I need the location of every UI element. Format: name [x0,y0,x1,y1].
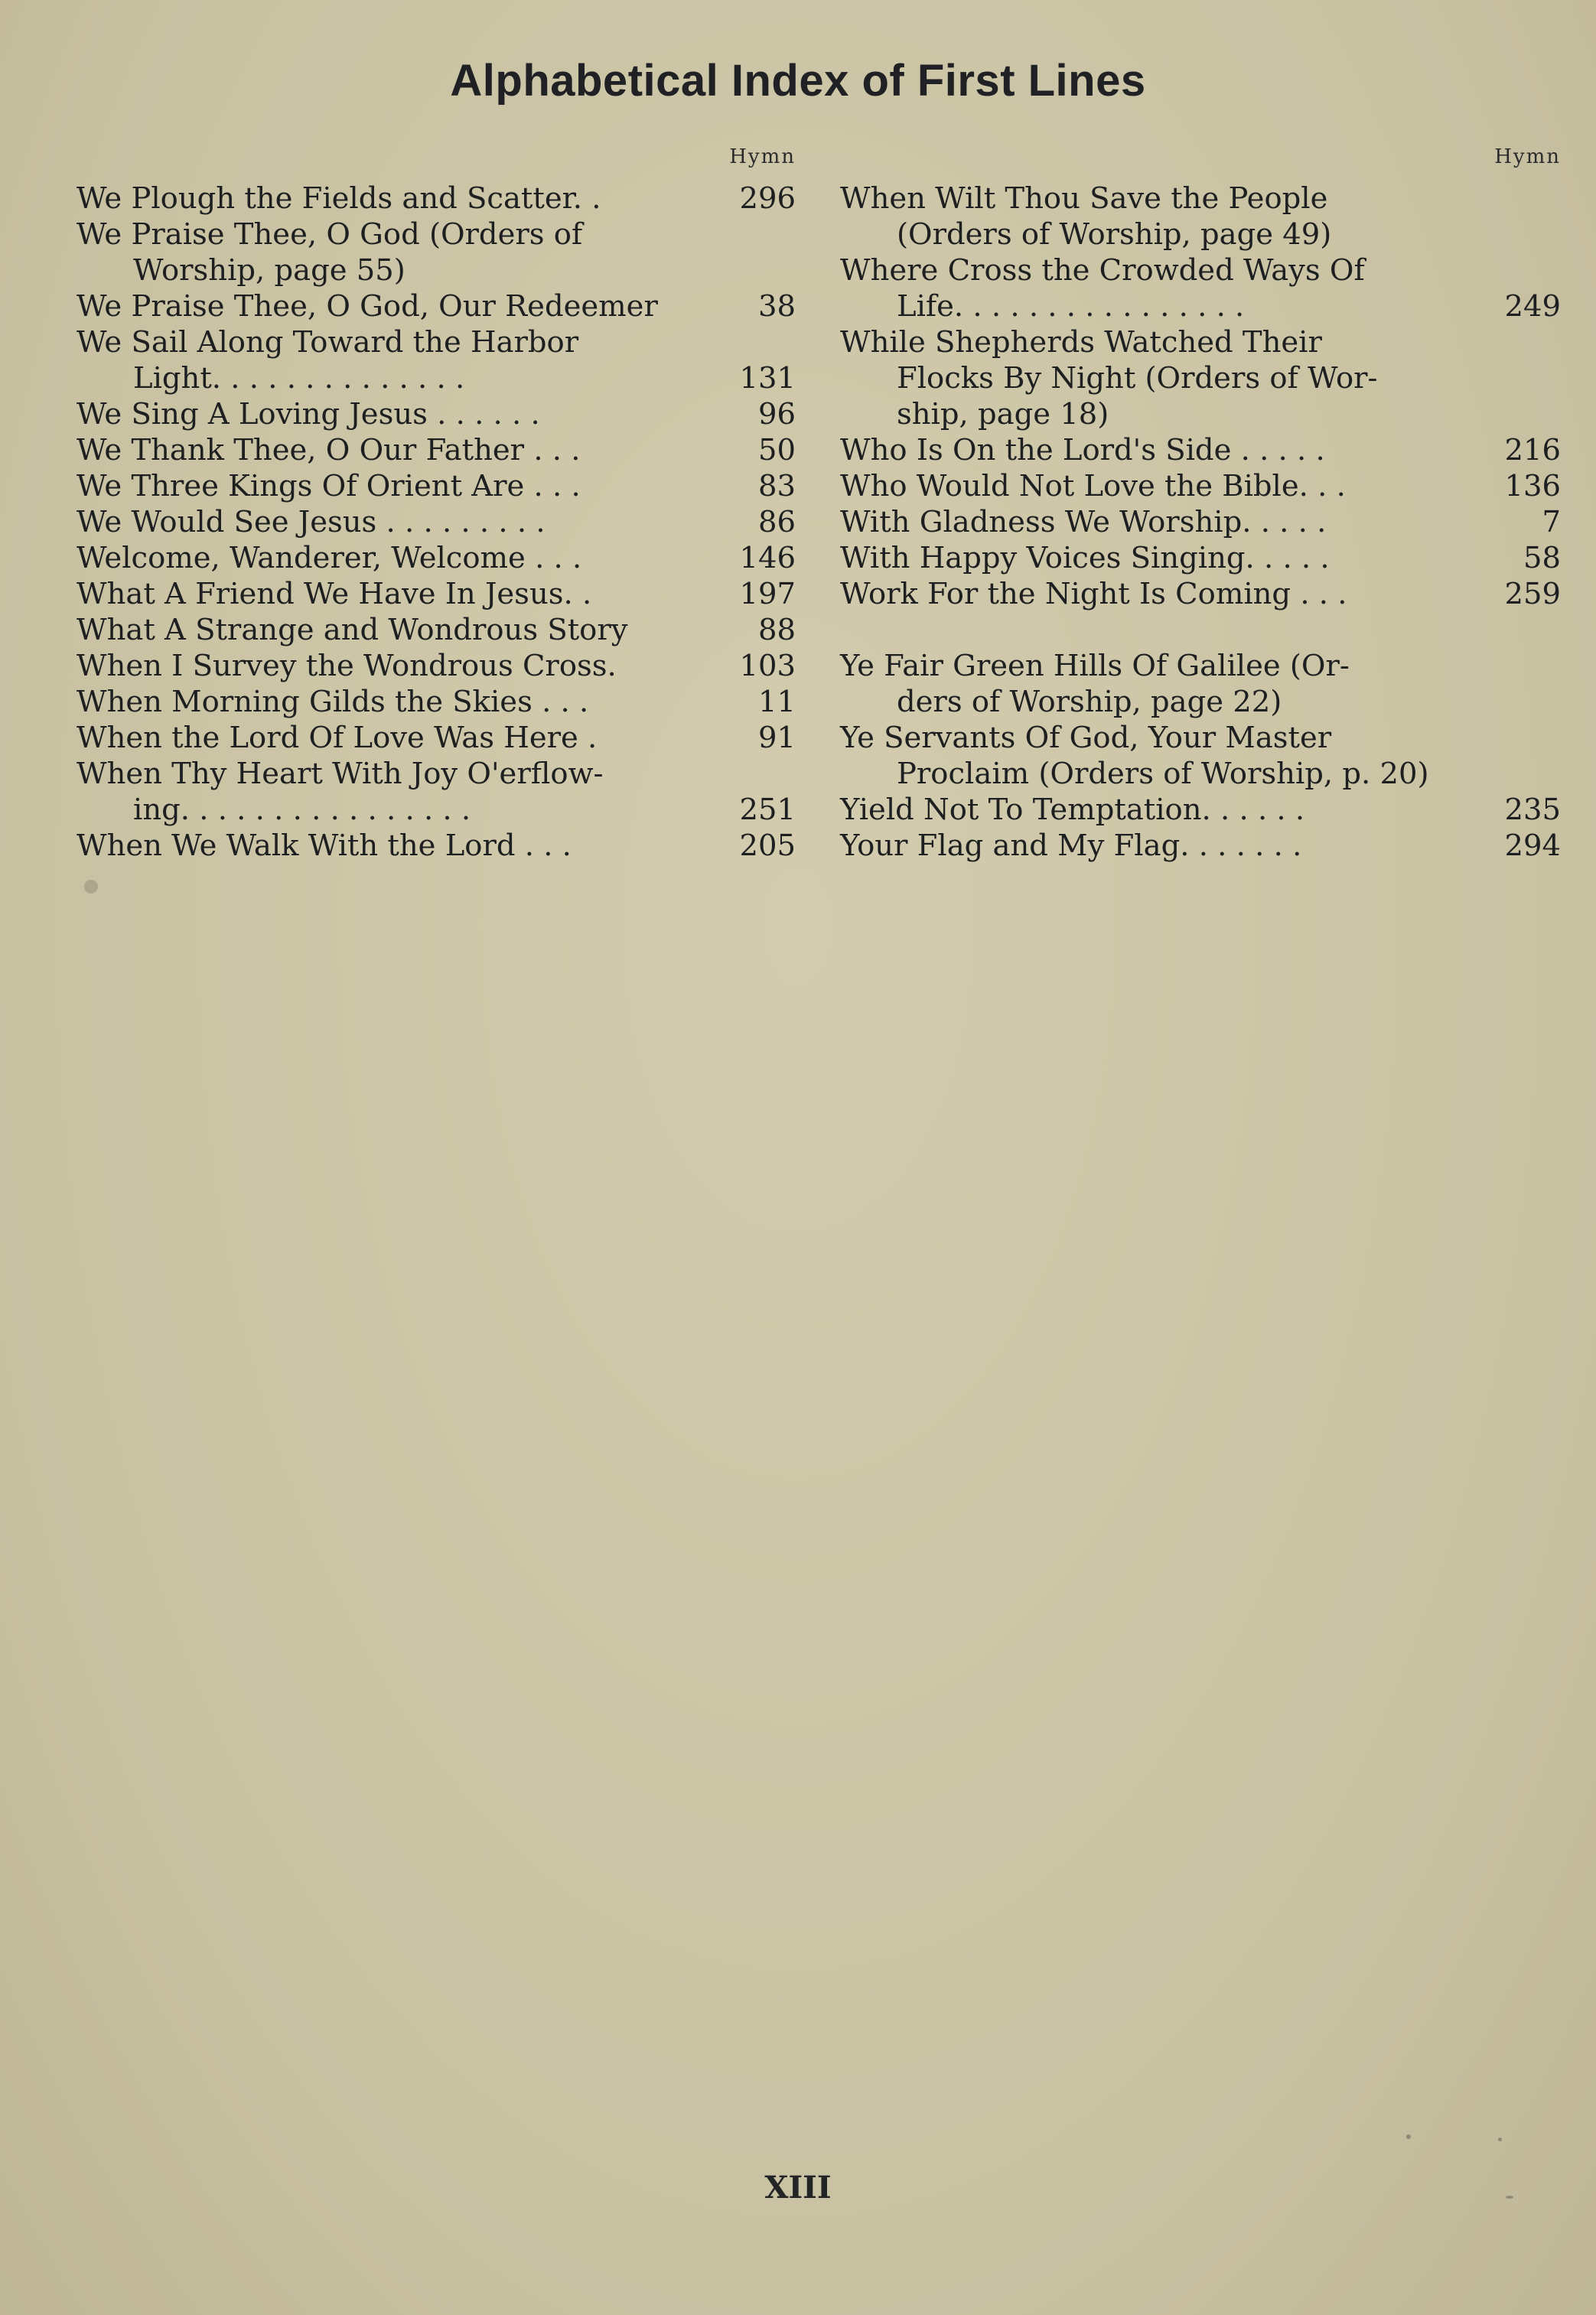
index-entry [77,720,796,756]
index-entry [840,432,1561,468]
index-entry [77,756,796,828]
index-entry [77,468,796,504]
left-column [77,145,796,864]
hymn-number: 58 [1523,541,1561,575]
first-line: What A Strange and Wondrous Story [77,613,628,647]
hymn-number: 91 [758,721,796,755]
hymn-number: 197 [739,577,796,611]
first-line: Who Is On the Lord's Side . . . . . [840,433,1325,467]
index-entry [77,432,796,468]
ink-speck [1406,2134,1411,2139]
index-entry [77,181,796,217]
first-line-continuation: Light. . . . . . . . . . . . . . [133,361,465,396]
hymn-number: 88 [758,613,796,647]
first-line-text [77,217,725,288]
first-line-text [77,684,725,720]
first-line-continuation: (Orders of Worship, page 49) [897,217,1332,252]
left-column-header: Hymn [729,145,796,168]
first-line-text [840,468,1490,504]
hymn-number: 205 [739,829,796,863]
index-entry [77,217,796,288]
hymn-number: 83 [758,469,796,503]
right-column-header: Hymn [1494,145,1561,168]
first-line-text [77,756,725,828]
index-entry [840,540,1561,576]
hymn-number: 50 [758,433,796,467]
hymn-number: 235 [1504,793,1561,827]
first-line: With Gladness We Worship. . . . . [840,505,1327,539]
hymn-number: 251 [739,793,796,827]
index-entry [840,576,1561,612]
index-entry [77,540,796,576]
index-entry [840,324,1561,432]
first-line: We Thank Thee, O Our Father . . . [77,433,581,467]
hymn-number: 131 [739,361,796,396]
first-line: When We Walk With the Lord . . . [77,829,572,863]
first-line: When Thy Heart With Joy O'erflow- [77,757,604,791]
first-line-text [840,181,1490,252]
first-line: We Praise Thee, O God, Our Redeemer [77,289,658,324]
index-entry [840,181,1561,252]
first-line-text [840,432,1490,468]
left-entry-list [77,181,796,864]
index-entry [77,324,796,396]
index-entry [77,576,796,612]
first-line-text [840,828,1490,864]
first-line-text [77,612,725,648]
hymn-number: 86 [758,505,796,539]
index-entry [77,396,796,432]
hymn-number: 7 [1542,505,1561,539]
index-entry [840,828,1561,864]
index-entry [77,504,796,540]
section-gap [840,612,1561,648]
first-line-continuation: Flocks By Night (Orders of Wor- [897,361,1378,396]
hymn-number: 296 [739,181,796,216]
index-entry [77,648,796,684]
first-line-text [77,576,725,612]
first-line-text [77,540,725,576]
index-entry [840,252,1561,324]
first-line-continuation: ders of Worship, page 22) [897,685,1282,719]
first-line-text [840,792,1490,828]
first-line-text [77,720,725,756]
first-line: We Plough the Fields and Scatter. . [77,181,601,216]
first-line-text [77,396,725,432]
index-entry [77,828,796,864]
first-line-text [840,648,1490,720]
first-line: When the Lord Of Love Was Here . [77,721,598,755]
index-entry [77,288,796,324]
first-line: While Shepherds Watched Their [840,325,1322,360]
first-line: When Wilt Thou Save the People [840,181,1328,216]
first-line: When I Survey the Wondrous Cross. [77,649,617,683]
first-line-text [77,288,725,324]
index-entry [840,792,1561,828]
ink-speck [84,880,98,894]
first-line-continuation: ing. . . . . . . . . . . . . . . . [133,793,471,827]
first-line: Your Flag and My Flag. . . . . . . [840,829,1302,863]
first-line: What A Friend We Have In Jesus. . [77,577,592,611]
right-entry-list [840,181,1561,864]
first-line-text [840,324,1490,432]
page-title: Alphabetical Index of First Lines [450,56,1146,106]
right-column [840,145,1561,864]
first-line: We Would See Jesus . . . . . . . . . [77,505,546,539]
first-line-continuation: Proclaim (Orders of Worship, p. 20) [897,757,1429,791]
first-line-text [840,576,1490,612]
first-line-text [77,828,725,864]
first-line-text [77,468,725,504]
index-entry [840,504,1561,540]
index-entry [840,468,1561,504]
hymn-number: 11 [758,685,796,719]
first-line-text [840,540,1490,576]
first-line: When Morning Gilds the Skies . . . [77,685,589,719]
hymn-number: 216 [1504,433,1561,467]
index-entry [840,720,1561,792]
ink-speck [1498,2138,1502,2141]
first-line: Yield Not To Temptation. . . . . . [840,793,1305,827]
first-line-text [77,432,725,468]
index-entry [77,684,796,720]
first-line: Ye Servants Of God, Your Master [840,721,1332,755]
index-entry [77,612,796,648]
first-line-continuation: Life. . . . . . . . . . . . . . . . [897,289,1245,324]
first-line: Who Would Not Love the Bible. . . [840,469,1346,503]
hymn-number: 103 [739,649,796,683]
first-line: We Praise Thee, O God (Orders of [77,217,583,252]
first-line-continuation: Worship, page 55) [133,253,406,288]
hymn-number: 96 [758,397,796,431]
hymn-number: 136 [1504,469,1561,503]
first-line-continuation: ship, page 18) [897,397,1109,431]
first-line: We Three Kings Of Orient Are . . . [77,469,581,503]
first-line: With Happy Voices Singing. . . . . [840,541,1330,575]
first-line: We Sail Along Toward the Harbor [77,325,579,360]
first-line-text [77,181,725,217]
first-line-text [77,504,725,540]
first-line-text [840,720,1490,792]
page-number: XIII [764,2170,832,2206]
first-line-text [77,324,725,396]
index-entry [840,648,1561,720]
hymn-number: 38 [758,289,796,324]
hymn-number: 146 [739,541,796,575]
hymn-number: 259 [1504,577,1561,611]
first-line-text [840,252,1490,324]
hymn-number: 294 [1504,829,1561,863]
first-line-text [840,504,1490,540]
first-line: Work For the Night Is Coming . . . [840,577,1347,611]
first-line: Welcome, Wanderer, Welcome . . . [77,541,582,575]
first-line: We Sing A Loving Jesus . . . . . . [77,397,540,431]
first-line: Ye Fair Green Hills Of Galilee (Or- [840,649,1350,683]
first-line: Where Cross the Crowded Ways Of [840,253,1365,288]
first-line-text [77,648,725,684]
hymn-number: 249 [1504,289,1561,324]
